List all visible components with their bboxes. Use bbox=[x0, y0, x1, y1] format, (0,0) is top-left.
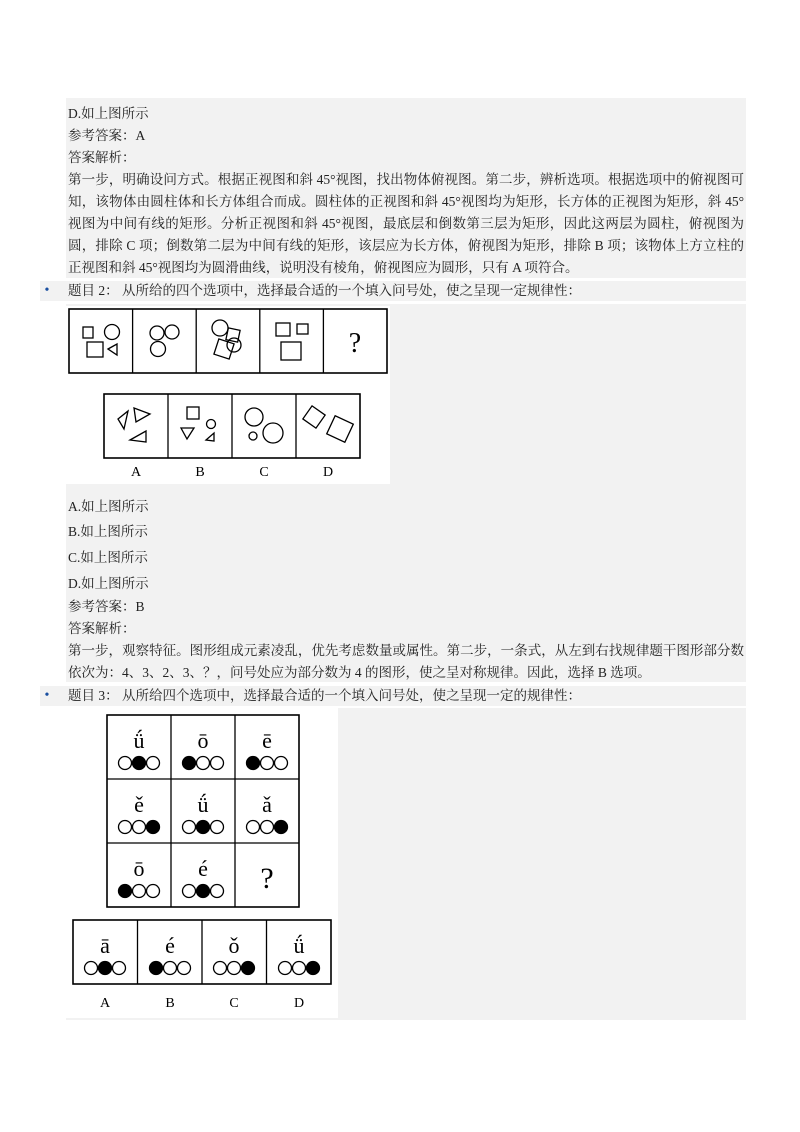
q3-option-glyph-d: ǘ bbox=[293, 933, 305, 958]
bullet-icon: • bbox=[44, 688, 50, 703]
q2-answer: 参考答案：B bbox=[68, 599, 145, 614]
q1-option-d: D.如上图所示 bbox=[68, 106, 149, 121]
q1-analysis-text: 第一步，明确设问方式。根据正视图和斜 45°视图，找出物体俯视图。第二步，辨析选项。根据选项中的俯视图可知，该物体由圆柱体和长方体组合而成。圆柱体的正视图和斜 45°视图均为矩形，长方体的正视图为矩形，斜 45°视图为中间有线的矩形。分析正视图和斜 45°视图，最底层和倒数第三层为矩形，因此这两层为圆柱，俯视图为圆，排除 C 项；倒数第二层为中间有线的矩形，该层应为长方体，俯视图为矩形，排除 B 项；该物体上方立柱的正视图和斜 45°视图均为圆滑曲线，说明没有棱角，俯视图应为圆形，只有 A 项符合。 bbox=[68, 172, 744, 275]
q2-title-row bbox=[40, 281, 746, 301]
q2-option-label-d: D bbox=[322, 465, 334, 480]
q1-answer: 参考答案：A bbox=[68, 128, 146, 143]
q2-option-label-a: A bbox=[130, 465, 142, 480]
bullet-icon: • bbox=[44, 283, 50, 298]
q3-grid-letter: ē bbox=[262, 728, 272, 753]
q3-figure bbox=[66, 708, 338, 1018]
q3-grid-letter: ō bbox=[133, 856, 145, 881]
q3-grid-letter: é bbox=[198, 856, 208, 881]
q3-question-mark: ? bbox=[260, 862, 274, 895]
q3-option-label-d: D bbox=[293, 996, 305, 1011]
q3-grid-letter: ǘ bbox=[197, 792, 209, 817]
q3-option-label-b: B bbox=[165, 996, 175, 1011]
q2-option-label-c: C bbox=[259, 465, 269, 480]
q2-option-a: A.如上图所示 bbox=[68, 499, 149, 514]
q3-option-glyph-c: ǒ bbox=[228, 933, 240, 958]
q2-title: 题目 2： 从所给的四个选项中，选择最合适的一个填入问号处，使之呈现一定规律性： bbox=[68, 283, 581, 298]
q3-option-glyph-b: é bbox=[165, 933, 175, 958]
q3-grid-letter: ě bbox=[134, 792, 144, 817]
q2-option-label-b: B bbox=[195, 465, 205, 480]
q3-option-label-a: A bbox=[99, 996, 111, 1011]
q2-option-c: C.如上图所示 bbox=[68, 550, 148, 565]
q3-option-glyph-a: ā bbox=[100, 933, 110, 958]
q3-grid-letter: ǘ bbox=[133, 728, 145, 753]
q2-analysis-label: 答案解析： bbox=[68, 621, 136, 636]
q3-title-row bbox=[40, 686, 746, 706]
q2-option-d: D.如上图所示 bbox=[68, 576, 149, 591]
q3-figure-svg bbox=[66, 708, 338, 1018]
q3-option-label-c: C bbox=[229, 996, 239, 1011]
q2-question-mark: ? bbox=[348, 328, 362, 359]
q2-option-b: B.如上图所示 bbox=[68, 524, 148, 539]
q1-analysis-label: 答案解析： bbox=[68, 150, 136, 165]
q2-figure-svg bbox=[66, 306, 390, 484]
q2-analysis-text: 第一步，观察特征。图形组成元素凌乱，优先考虑数量或属性。第二步，一条式，从左到右找规律题干图形部分数依次为：4、3、2、3、？，问号处应为部分数为 4 的图形，使之呈对称规律。因此，选择 B 选项。 bbox=[68, 643, 744, 680]
q3-grid-letter: ō bbox=[197, 728, 209, 753]
q3-grid-letter: ǎ bbox=[262, 792, 272, 817]
q3-title: 题目 3： 从所给四个选项中，选择最合适的一个填入问号处，使之呈现一定的规律性： bbox=[68, 688, 581, 703]
q2-figure bbox=[66, 306, 390, 484]
